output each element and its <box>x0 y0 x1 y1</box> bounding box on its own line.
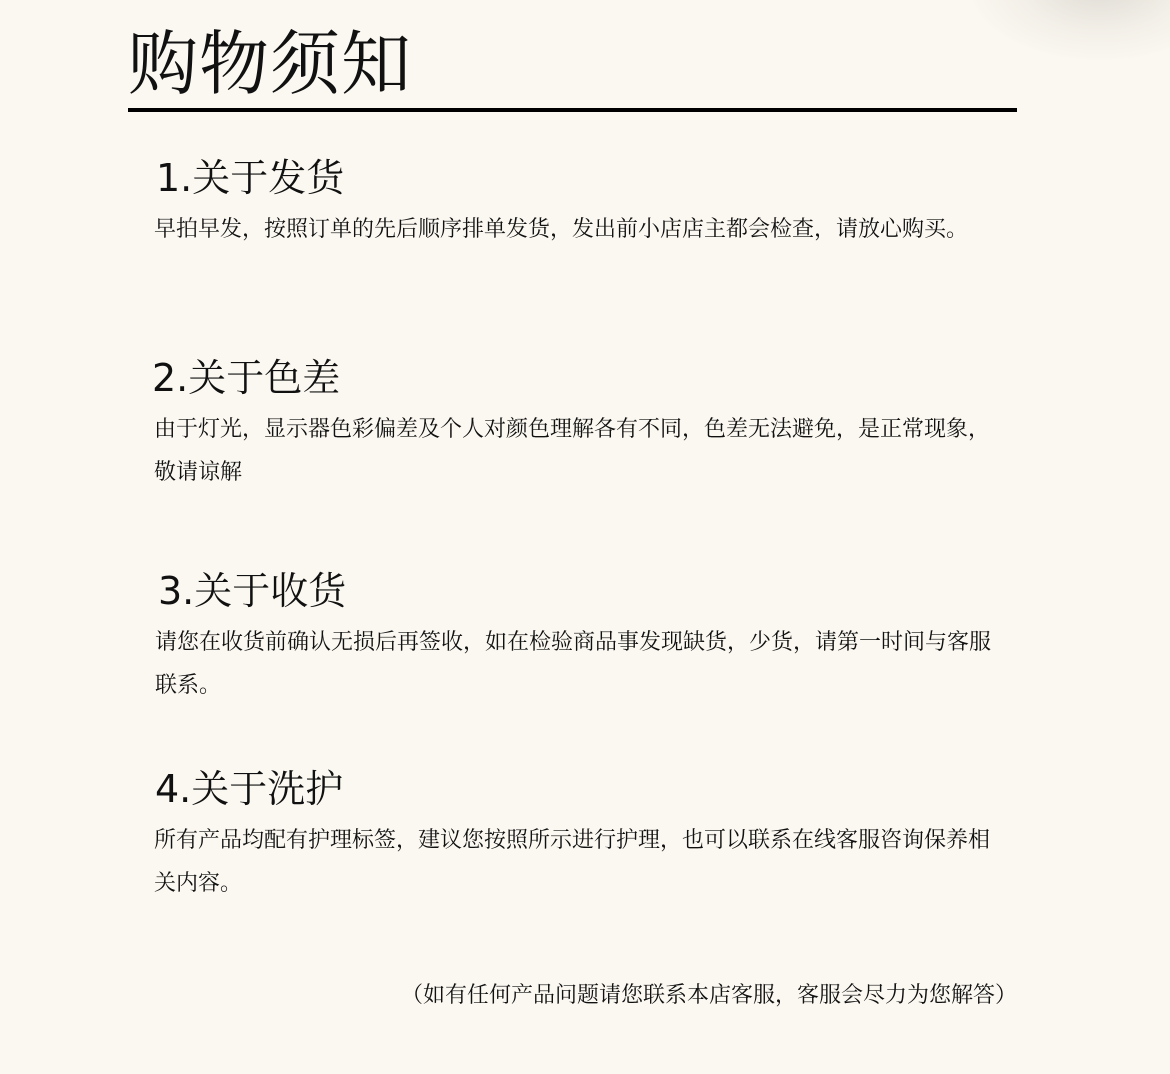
title-underline-divider <box>128 108 1017 112</box>
section-color-difference <box>152 354 1002 494</box>
section-heading: 2.关于色差 <box>152 356 341 400</box>
section-heading: 4.关于洗护 <box>155 767 344 811</box>
section-body: 请您在收货前确认无损后再签收，如在检验商品事发现缺货，少货，请第一时间与客服联系。 <box>155 630 992 698</box>
section-receiving <box>155 567 1008 707</box>
section-heading: 1.关于发货 <box>156 156 345 200</box>
section-body: 早拍早发，按照订单的先后顺序排单发货，发出前小店店主都会检查，请放心购买。 <box>154 217 969 242</box>
section-shipping <box>156 154 1006 251</box>
section-body: 由于灯光，显示器色彩偏差及个人对颜色理解各有不同，色差无法避免，是正常现象，敬请谅解 <box>154 417 991 485</box>
footer-note: （如有任何产品问题请您联系本店客服，客服会尽力为您解答） <box>400 983 1017 1008</box>
section-body: 所有产品均配有护理标签，建议您按照所示进行护理，也可以联系在线客服咨询保养相关内容。 <box>154 828 991 896</box>
page-title: 购物须知 <box>128 23 412 105</box>
section-heading: 3.关于收货 <box>158 569 347 613</box>
section-washing-care <box>155 765 1005 905</box>
corner-shadow-decoration <box>970 0 1170 60</box>
